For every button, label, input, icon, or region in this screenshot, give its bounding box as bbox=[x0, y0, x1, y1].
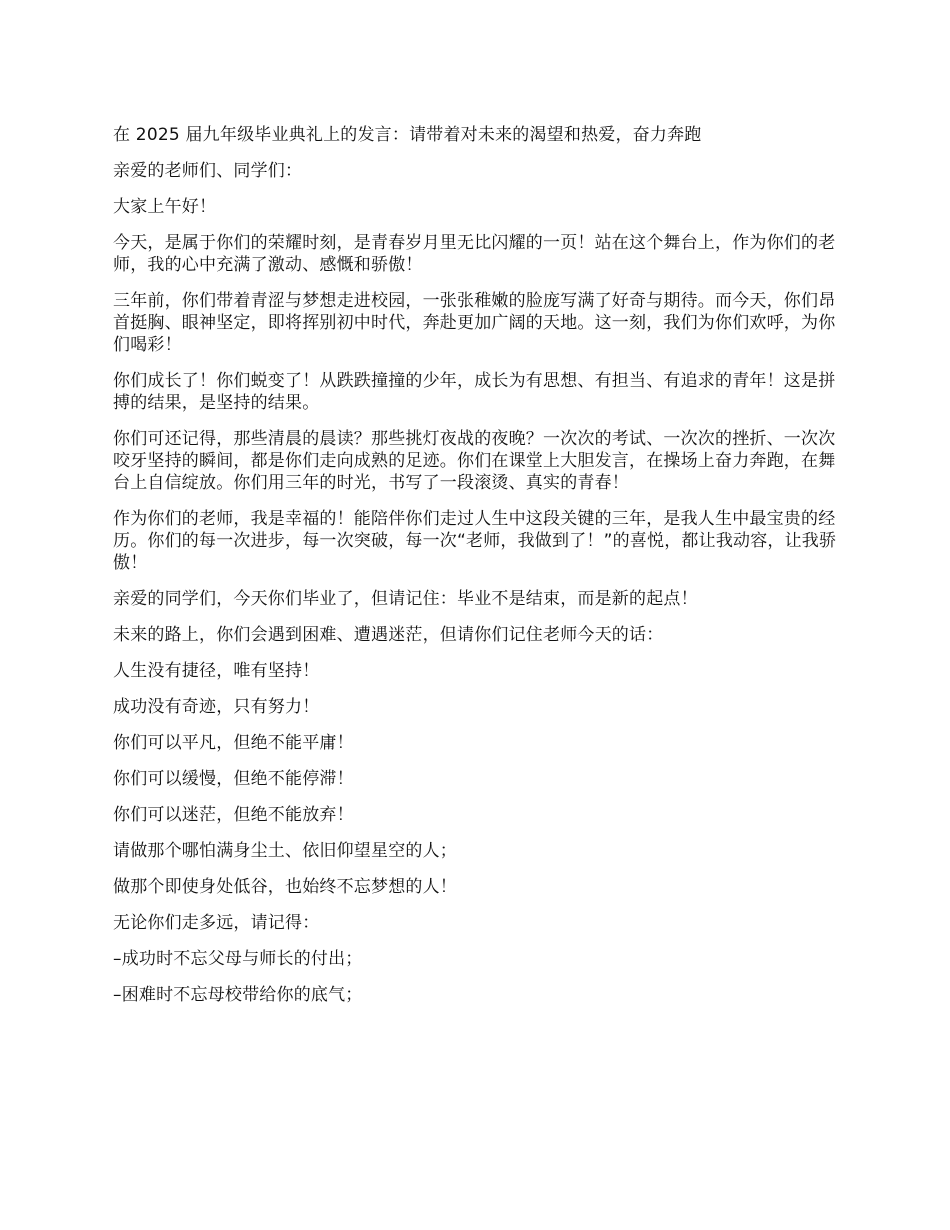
paragraph: 无论你们走多远，请记得： bbox=[113, 913, 320, 933]
document-body bbox=[113, 124, 843, 1020]
paragraph: 人生没有捷径，唯有坚持！ bbox=[113, 661, 320, 681]
list-item: –成功时不忘父母与师长的付出； bbox=[113, 949, 363, 969]
paragraph: 今天，是属于你们的荣耀时刻，是青春岁月里无比闪耀的一页！站在这个舞台上，作为你们的老师，我的心中充满了激动、感慨和骄傲！ bbox=[113, 233, 836, 275]
paragraph: 请做那个哪怕满身尘土、依旧仰望星空的人； bbox=[113, 841, 457, 861]
paragraph: 作为你们的老师，我是幸福的！能陪伴你们走过人生中这段关键的三年，是我人生中最宝贵的经历。你们的每一次进步，每一次突破，每一次“老师，我做到了！”的喜悦，都让我动容，让我骄傲！ bbox=[113, 509, 837, 573]
paragraph: 亲爱的同学们，今天你们毕业了，但请记住：毕业不是结束，而是新的起点！ bbox=[113, 589, 698, 609]
document-title: 在 2025 届九年级毕业典礼上的发言：请带着对未来的渴望和热爱，奋力奔跑 bbox=[113, 125, 702, 145]
paragraph: 你们可以平凡，但绝不能平庸！ bbox=[113, 733, 354, 753]
paragraph: 你们可以缓慢，但绝不能停滞！ bbox=[113, 769, 354, 789]
paragraph: 你们可以迷茫，但绝不能放弃！ bbox=[113, 805, 354, 825]
paragraph: 做那个即使身处低谷，也始终不忘梦想的人！ bbox=[113, 877, 457, 897]
paragraph: 三年前，你们带着青涩与梦想走进校园，一张张稚嫩的脸庞写满了好奇与期待。而今天，你们昂首挺胸、眼神坚定，即将挥别初中时代，奔赴更加广阔的天地。这一刻，我们为你们欢呼，为你们喝彩！ bbox=[113, 291, 836, 355]
list-item: –困难时不忘母校带给你的底气； bbox=[113, 985, 363, 1005]
paragraph: 你们成长了！你们蜕变了！从跌跌撞撞的少年，成长为有思想、有担当、有追求的青年！这是拼搏的结果，是坚持的结果。 bbox=[113, 371, 836, 413]
paragraph: 大家上午好！ bbox=[113, 197, 217, 217]
paragraph: 未来的路上，你们会遇到困难、遭遇迷茫，但请你们记住老师今天的话： bbox=[113, 625, 664, 645]
paragraph: 亲爱的老师们、同学们： bbox=[113, 161, 303, 181]
paragraph: 你们可还记得，那些清晨的晨读？那些挑灯夜战的夜晚？一次次的考试、一次次的挫折、一次次咬牙坚持的瞬间，都是你们走向成熟的足迹。你们在课堂上大胆发言，在操场上奋力奔跑，在舞台上自信绽放。你们用三年的时光，书写了一段滚烫、真实的青春！ bbox=[113, 429, 836, 493]
paragraph: 成功没有奇迹，只有努力！ bbox=[113, 697, 320, 717]
